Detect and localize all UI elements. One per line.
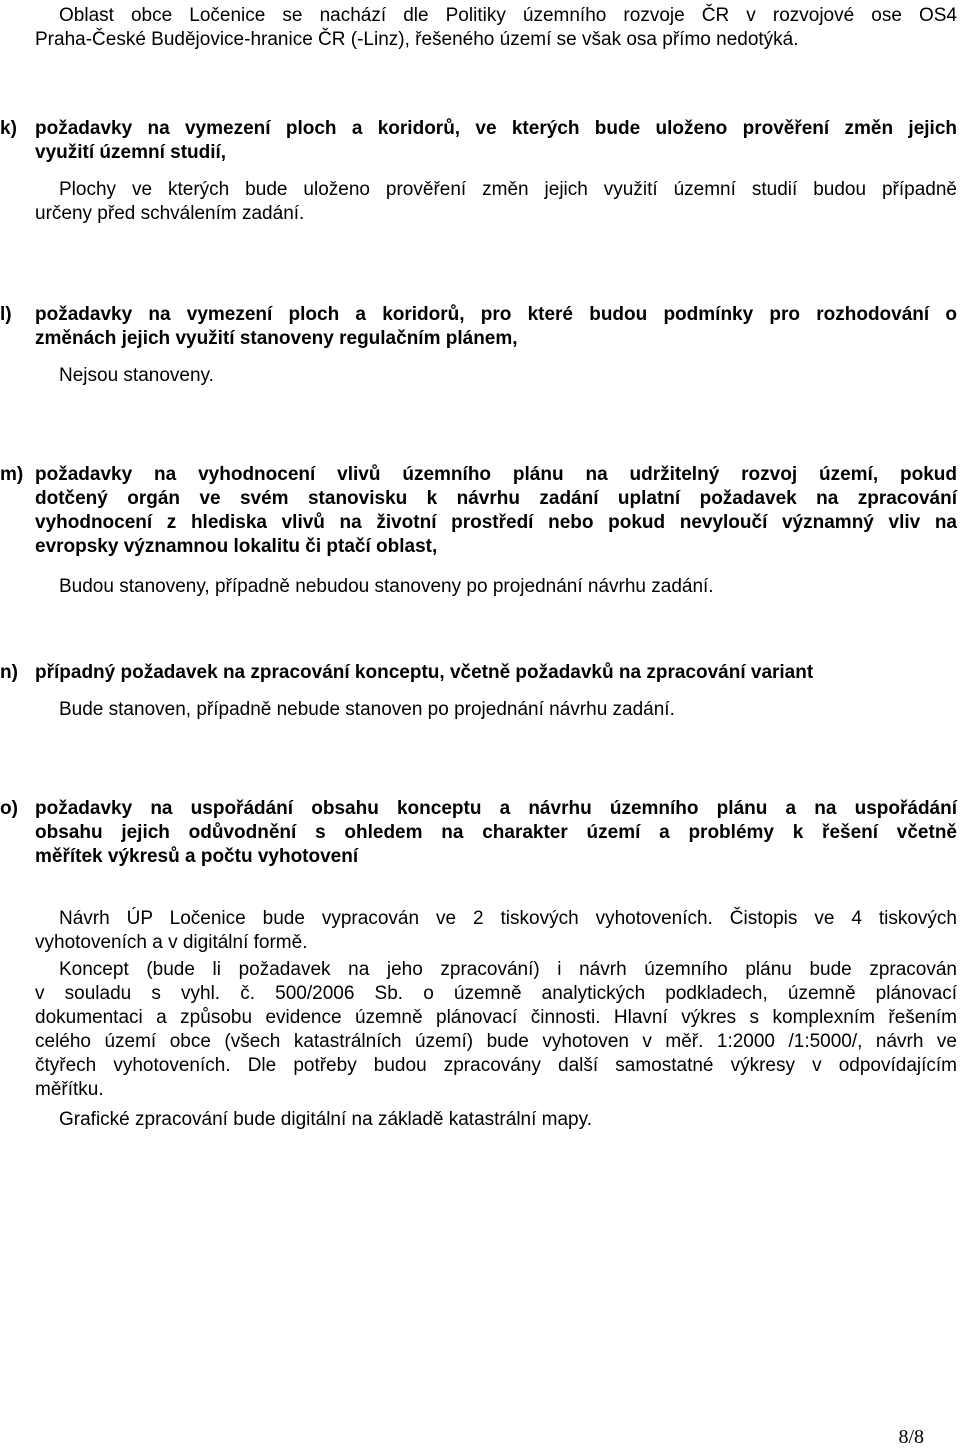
section-m-marker: m) <box>0 464 24 485</box>
section-l-body <box>35 364 957 388</box>
section-o-marker: o) <box>0 798 18 819</box>
page-number: 8/8 <box>898 1426 924 1448</box>
section-k-body <box>35 178 957 226</box>
body-line: v souladu s vyhl. č. 500/2006 Sb. o územně analytických podkladech, územně plánovací <box>35 983 957 1004</box>
section-n-marker: n) <box>0 662 18 683</box>
body-line: určeny před schválením zadání. <box>35 203 305 224</box>
body-line: Návrh ÚP Ločenice bude vypracován ve 2 tiskových vyhotoveních. Čistopis ve 4 tiskových <box>59 908 957 929</box>
section-n-body <box>35 698 957 722</box>
section-m-body <box>35 575 957 599</box>
heading-line: dotčený orgán ve svém stanovisku k návrhu zadání uplatní požadavek na zpracování <box>35 488 957 509</box>
body-line: dokumentaci a způsobu evidence územně plánovací činnosti. Hlavní výkres s komplexním řešením <box>35 1007 957 1028</box>
intro-line: Praha-České Budějovice-hranice ČR (-Linz), řešeného území se však osa přímo nedotýká. <box>35 29 799 50</box>
body-line: Grafické zpracování bude digitální na základě katastrální mapy. <box>59 1109 592 1130</box>
body-line: čtyřech vyhotoveních. Dle potřeby budou zpracovány další samostatné výkresy v odpovídajícím <box>35 1055 957 1076</box>
body-line: Nejsou stanoveny. <box>59 365 214 386</box>
body-line: měřítku. <box>35 1079 104 1100</box>
body-line: Bude stanoven, případně nebude stanoven po projednání návrhu zadání. <box>59 699 675 720</box>
body-line: celého území obce (všech katastrálních území) bude vyhotoven v měř. 1:2000 /1:5000/, návrh ve <box>35 1031 957 1052</box>
heading-line: využití územní studií, <box>35 142 227 163</box>
intro-paragraph <box>35 4 957 52</box>
body-line: Koncept (bude li požadavek na jeho zpracování) i návrh územního plánu bude zpracován <box>59 959 957 980</box>
heading-line: obsahu jejich odůvodnění s ohledem na charakter území a problémy k řešení včetně <box>35 822 957 843</box>
heading-line: požadavky na vymezení ploch a koridorů, ve kterých bude uloženo prověření změn jejich <box>35 118 957 139</box>
heading-line: požadavky na uspořádání obsahu konceptu a návrhu územního plánu a na uspořádání <box>35 798 957 819</box>
intro-line: Oblast obce Ločenice se nachází dle Politiky územního rozvoje ČR v rozvojové ose OS4 <box>59 5 957 26</box>
section-l-marker: l) <box>0 304 12 325</box>
body-line: vyhotoveních a v digitální formě. <box>35 932 308 953</box>
section-k-marker: k) <box>0 118 17 139</box>
section-o-paragraph-3 <box>35 1108 957 1132</box>
heading-line: vyhodnocení z hlediska vlivů na životní prostředí nebo pokud nevyloučí významný vliv na <box>35 512 957 533</box>
heading-line: požadavky na vyhodnocení vlivů územního plánu na udržitelný rozvoj území, pokud <box>35 464 957 485</box>
section-o-paragraph-2 <box>35 958 957 1102</box>
heading-line: případný požadavek na zpracování konceptu, včetně požadavků na zpracování variant <box>35 662 814 683</box>
heading-line: požadavky na vymezení ploch a koridorů, pro které budou podmínky pro rozhodování o <box>35 304 957 325</box>
heading-line: měřítek výkresů a počtu vyhotovení <box>35 846 359 867</box>
heading-line: změnách jejich využití stanoveny regulačním plánem, <box>35 328 518 349</box>
body-line: Budou stanoveny, případně nebudou stanoveny po projednání návrhu zadání. <box>59 576 714 597</box>
section-o-paragraph-1 <box>35 907 957 955</box>
body-line: Plochy ve kterých bude uloženo prověření změn jejich využití územní studií budou případně <box>59 179 957 200</box>
heading-line: evropsky významnou lokalitu či ptačí oblast, <box>35 536 438 557</box>
